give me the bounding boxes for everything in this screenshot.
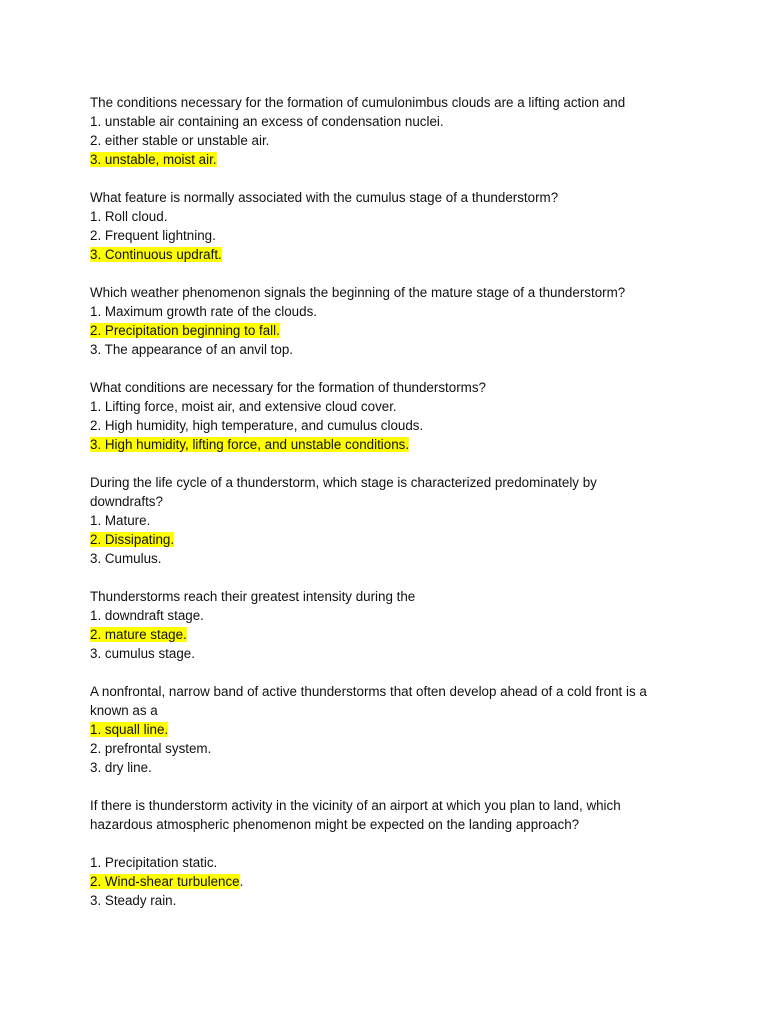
answer-option-correct [90,245,690,264]
answer-option: 1. Roll cloud. [90,209,168,224]
answer-option-correct [90,321,690,340]
question-stem: During the life cycle of a thunderstorm, which stage is characterized predominately by [90,475,597,490]
answer-option: 1. Precipitation static. [90,855,218,870]
answer-option-correct [90,530,690,549]
answer-option: 1. Lifting force, moist air, and extensive cloud cover. [90,399,397,414]
question-stem: If there is thunderstorm activity in the vicinity of an airport at which you plan to land, which [90,798,621,813]
question-block [90,587,690,663]
question-block [90,93,690,169]
answer-option: 3. Steady rain. [90,893,177,908]
highlighted-answer-text: 3. unstable, moist air. [90,152,217,167]
highlighted-answer-text: 2. Dissipating. [90,532,175,547]
question-block [90,796,690,910]
highlighted-answer-text: 2. Wind-shear turbulence [90,874,240,889]
question-stem: downdrafts? [90,494,163,509]
answer-option: 2. prefrontal system. [90,741,212,756]
highlighted-answer-text: 3. Continuous updraft. [90,247,222,262]
answer-option: 1. unstable air containing an excess of condensation nuclei. [90,114,444,129]
question-block [90,283,690,359]
highlighted-answer-text: 1. squall line. [90,722,169,737]
answer-option: 2. High humidity, high temperature, and cumulus clouds. [90,418,424,433]
answer-option-correct [90,720,690,739]
answer-option: 3. cumulus stage. [90,646,195,661]
document-page [90,93,690,929]
answer-option: 1. downdraft stage. [90,608,204,623]
question-block [90,378,690,454]
question-stem: hazardous atmospheric phenomenon might be expected on the landing approach? [90,817,580,832]
answer-option-correct [90,872,690,891]
answer-suffix: . [239,874,244,889]
question-stem: known as a [90,703,158,718]
answer-option: 3. Cumulus. [90,551,162,566]
question-stem: The conditions necessary for the formation of cumulonimbus clouds are a lifting action and [90,95,626,110]
answer-option-correct [90,435,690,454]
question-stem: What feature is normally associated with the cumulus stage of a thunderstorm? [90,190,559,205]
highlighted-answer-text: 3. High humidity, lifting force, and unstable conditions. [90,437,410,452]
answer-option: 3. The appearance of an anvil top. [90,342,293,357]
answer-option: 1. Mature. [90,513,151,528]
highlighted-answer-text: 2. mature stage. [90,627,187,642]
answer-option: 2. Frequent lightning. [90,228,216,243]
answer-option: 1. Maximum growth rate of the clouds. [90,304,317,319]
question-block [90,473,690,568]
question-block [90,188,690,264]
answer-option-correct [90,150,690,169]
question-stem: A nonfrontal, narrow band of active thunderstorms that often develop ahead of a cold front is a [90,684,647,699]
answer-option-correct [90,625,690,644]
answer-option: 3. dry line. [90,760,152,775]
question-block [90,682,690,777]
answer-option: 2. either stable or unstable air. [90,133,270,148]
highlighted-answer-text: 2. Precipitation beginning to fall. [90,323,280,338]
question-stem: What conditions are necessary for the formation of thunderstorms? [90,380,486,395]
question-stem: Which weather phenomenon signals the beginning of the mature stage of a thunderstorm? [90,285,626,300]
question-stem: Thunderstorms reach their greatest intensity during the [90,589,416,604]
